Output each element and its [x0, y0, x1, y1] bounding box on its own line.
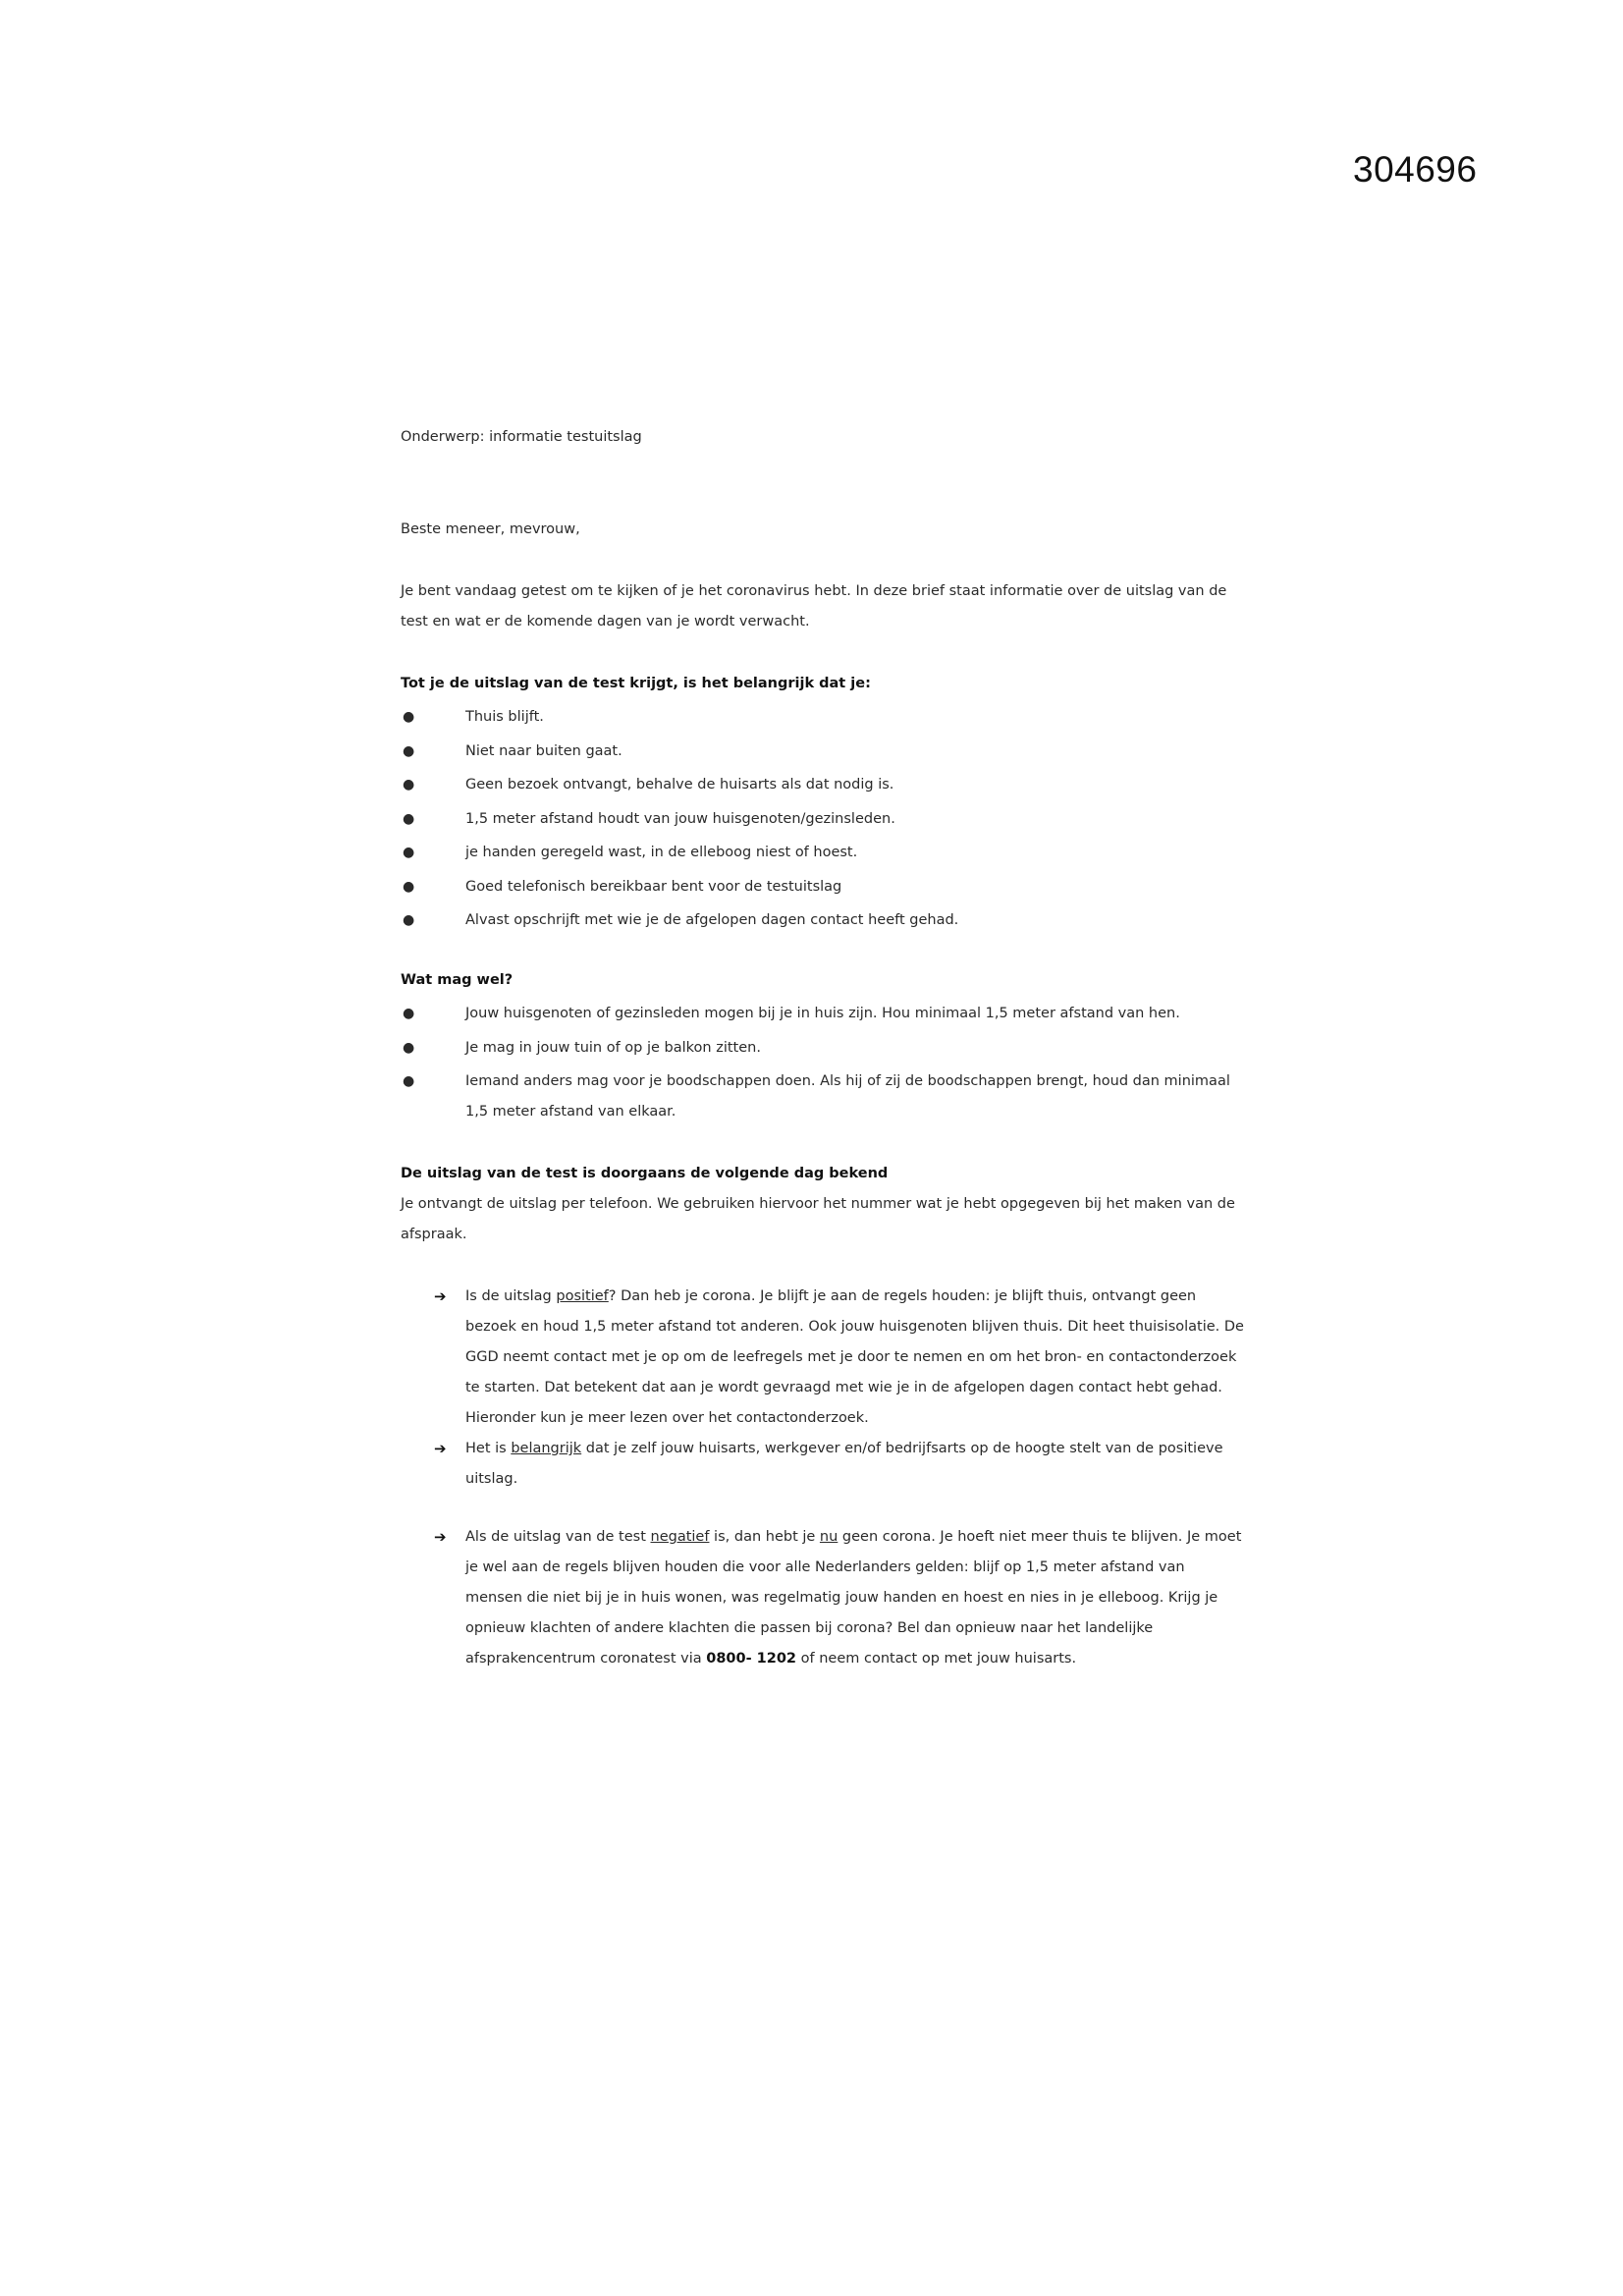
arrow-text-pre: Is de uitslag	[465, 1288, 557, 1304]
arrow-text-end: of neem contact op met jouw huisarts.	[796, 1651, 1077, 1667]
list-item	[401, 1033, 1245, 1064]
arrow-text-pre: Het is	[465, 1441, 512, 1456]
arrow-text-post: dat je zelf jouw huisarts, werkgever en/of bedrijfsarts op de hoogte stelt van de positieve uitslag.	[465, 1441, 1223, 1487]
list-item-text: Jouw huisgenoten of gezinsleden mogen bij je in huis zijn. Hou minimaal 1,5 meter afstand van hen.	[465, 1006, 1180, 1021]
salutation: Beste meneer, mevrouw,	[401, 521, 580, 537]
list-item-text: Je mag in jouw tuin of op je balkon zitten.	[465, 1039, 761, 1056]
result-timing-paragraph: Je ontvangt de uitslag per telefoon. We gebruiken hiervoor het nummer wat je hebt opgegeven bij het maken van de afspraak.	[401, 1196, 1235, 1242]
bullet-dot-icon: ●	[403, 1039, 415, 1056]
arrow-text-mid: is, dan hebt je	[709, 1529, 820, 1545]
list-item-text: 1,5 meter afstand houdt van jouw huisgenoten/gezinsleden.	[465, 810, 895, 827]
arrow-item-positive	[434, 1282, 1245, 1434]
bullet-dot-icon: ●	[403, 878, 415, 895]
list-item	[401, 999, 1245, 1029]
arrow-list	[401, 1282, 1245, 1674]
phone-number: 0800- 1202	[706, 1651, 797, 1667]
bullet-dot-icon: ●	[403, 1073, 415, 1089]
right-arrow-icon: ➔	[434, 1528, 447, 1546]
list-item-text: je handen geregeld wast, in de elleboog niest of hoest.	[465, 845, 858, 860]
arrow-text-pre: Als de uitslag van de test	[465, 1529, 651, 1545]
bullet-dot-icon: ●	[403, 912, 415, 928]
section-heading-what-allowed: Wat mag wel?	[401, 972, 514, 988]
list-item	[401, 838, 1245, 868]
list-item	[401, 702, 1245, 733]
underlined-word-negative: negatief	[650, 1529, 710, 1545]
list-item-text: Goed telefonisch bereikbaar bent voor de testuitslag	[465, 878, 842, 895]
section-heading-result-timing: De uitslag van de test is doorgaans de volgende dag bekend	[401, 1166, 889, 1181]
bullet-dot-icon: ●	[403, 810, 415, 827]
letter-body	[401, 422, 1245, 1674]
list-item	[401, 905, 1245, 936]
bullet-list-what-allowed	[401, 999, 1245, 1127]
bullet-list-until-result	[401, 702, 1245, 936]
underlined-word-important: belangrijk	[511, 1441, 582, 1456]
arrow-text-post: geen corona. Je hoeft niet meer thuis te blijven. Je moet je wel aan de regels blijven houden die voor alle Nederlanders gelden: blijf op 1,5 meter afstand van mensen die niet bij je in huis wonen, was regelmatig jouw handen en hoest en nies in je elleboog. Krijg je opnieuw klachten of andere klachten die passen bij corona? Bel dan opnieuw naar het landelijke afsprakencentrum coronatest via	[465, 1529, 1242, 1667]
right-arrow-icon: ➔	[434, 1287, 447, 1305]
list-item-text: Geen bezoek ontvangt, behalve de huisarts als dat nodig is.	[465, 777, 894, 793]
list-item-text: Thuis blijft.	[465, 709, 544, 725]
bullet-dot-icon: ●	[403, 709, 415, 725]
list-item-text: Niet naar buiten gaat.	[465, 742, 622, 759]
bullet-dot-icon: ●	[403, 777, 415, 793]
list-item-text: Alvast opschrijft met wie je de afgelopen dagen contact heeft gehad.	[465, 912, 959, 928]
list-item	[401, 1066, 1245, 1127]
list-item	[401, 804, 1245, 835]
underlined-word-positive: positief	[556, 1288, 609, 1304]
right-arrow-icon: ➔	[434, 1440, 447, 1457]
list-item	[401, 770, 1245, 800]
arrow-text-post: ? Dan heb je corona. Je blijft je aan de regels houden: je blijft thuis, ontvangt geen bezoek en houd 1,5 meter afstand tot anderen. Ook jouw huisgenoten blijven thuis. Dit heet thuisisolatie. De GGD neemt contact met je op om de leefregels met je door te nemen en om het bron- en contactonderzoek te starten. Dat betekent dat aan je wordt gevraagd met wie je in de afgelopen dagen contact hebt gehad. Hieronder kun je meer lezen over het contactonderzoek.	[465, 1288, 1244, 1426]
list-item	[401, 872, 1245, 902]
underlined-word-now: nu	[819, 1529, 839, 1545]
bullet-dot-icon: ●	[403, 845, 415, 860]
intro-paragraph: Je bent vandaag getest om te kijken of je het coronavirus hebt. In deze brief staat informatie over de uitslag van de test en wat er de komende dagen van je wordt verwacht.	[401, 583, 1227, 629]
section-heading-until-result: Tot je de uitslag van de test krijgt, is het belangrijk dat je:	[401, 676, 871, 691]
list-item	[401, 737, 1245, 767]
subject-line: Onderwerp: informatie testuitslag	[401, 429, 642, 445]
arrow-item-negative	[434, 1522, 1245, 1674]
document-number: 304696	[1353, 149, 1478, 190]
list-item-text: Iemand anders mag voor je boodschappen doen. Als hij of zij de boodschappen brengt, houd dan minimaal 1,5 meter afstand van elkaar.	[465, 1073, 1230, 1120]
bullet-dot-icon: ●	[403, 742, 415, 759]
bullet-dot-icon: ●	[403, 1006, 415, 1021]
arrow-item-inform-doctor	[434, 1434, 1245, 1495]
